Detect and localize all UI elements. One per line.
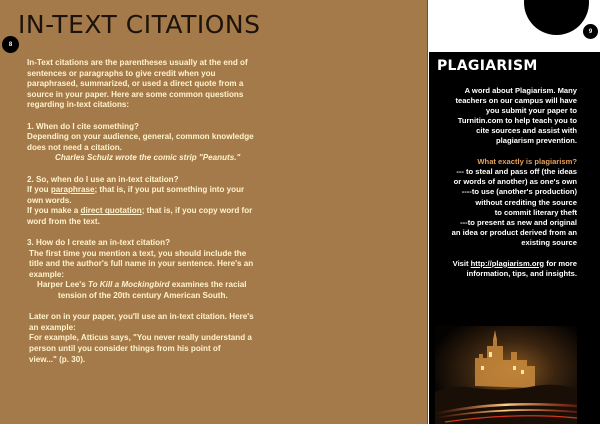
definition-line: ----to use (another's production) xyxy=(461,187,577,197)
text: Visit xyxy=(452,258,471,268)
intro-line: teachers on our campus will have xyxy=(455,96,577,106)
plagiarism-body xyxy=(437,86,577,279)
answer-line xyxy=(27,206,285,217)
visit-line xyxy=(437,259,577,269)
intro-line: cite sources and assist with xyxy=(476,126,577,136)
answer-line: word from the text. xyxy=(27,216,100,226)
answer-line: person until you consider things from his point of xyxy=(29,344,221,354)
answer-line: title and the author's full name in your sentence. Here's an xyxy=(29,259,254,269)
answer-line: view..." (p. 30). xyxy=(29,354,86,364)
definition-line: without crediting the source xyxy=(475,197,577,207)
plagiarism-org-link[interactable]: http://plagiarism.org xyxy=(470,258,545,268)
plagiarism-title: PLAGIARISM xyxy=(437,58,538,74)
definition-line: existing source xyxy=(521,237,577,247)
text: for more xyxy=(544,258,577,268)
intro-line: paraphrased, summarized, or used a direct quote from a xyxy=(27,79,244,89)
answer-line: an example: xyxy=(29,322,76,332)
direct-quotation-link[interactable]: direct quotation xyxy=(80,206,142,216)
definition-line: ---to present as new and original xyxy=(460,217,577,227)
right-page xyxy=(429,0,600,424)
text: ; that is, if you put something into your xyxy=(94,185,245,195)
answer-line xyxy=(27,185,285,196)
answer-line: Later on in your paper, you'll use an in-text citation. Here's xyxy=(29,312,254,322)
intro-line: In-Text citations are the parentheses usually at the end of xyxy=(27,58,248,67)
definition-question: What exactly is plagiarism? xyxy=(477,157,577,167)
text: If you xyxy=(27,185,51,195)
answer-line: example: xyxy=(29,269,65,279)
text: examines the racial xyxy=(169,280,247,290)
text: ; that is, if you copy word for xyxy=(141,206,253,216)
intro-line: A word about Plagiarism. Many xyxy=(464,86,577,95)
intro-line: sentences or paragraphs to give credit when you xyxy=(27,68,216,78)
text: If you make a xyxy=(27,206,81,216)
definition-line: --- to steal and pass off (the ideas xyxy=(456,167,577,177)
text: Harper Lee's xyxy=(37,280,88,290)
example-sentence xyxy=(27,280,285,291)
answer-line: For example, Atticus says, "You never really understand a xyxy=(29,333,252,343)
example-quote: Charles Schulz wrote the comic strip "Peanuts." xyxy=(55,153,241,163)
question-2-heading: 2. So, when do I use an in-text citation? xyxy=(27,174,179,184)
answer-line: The first time you mention a text, you should include the xyxy=(29,248,247,258)
question-1-heading: 1. When do I cite something? xyxy=(27,121,139,131)
page-number-badge: 9 xyxy=(582,23,599,40)
citations-body xyxy=(27,58,285,365)
visit-line: information, tips, and insights. xyxy=(466,268,577,278)
intro-line: source in your paper. Here are some common questions xyxy=(27,89,244,99)
paraphrase-link[interactable]: paraphrase xyxy=(50,185,95,195)
intro-line: Turnitin.com to help teach you to xyxy=(457,116,577,126)
page-title: IN-TEXT CITATIONS xyxy=(18,10,261,39)
page-number-badge: 8 xyxy=(2,36,19,53)
answer-line: own words. xyxy=(27,195,72,205)
book-title: To Kill a Mockingbird xyxy=(87,280,170,290)
definition-line: an idea or product derived from an xyxy=(451,227,577,237)
castle-night-photo xyxy=(435,326,577,424)
intro-line: regarding in-text citations: xyxy=(27,100,130,110)
intro-line: you submit your paper to xyxy=(485,106,577,116)
definition-line: or words of another) as one's own xyxy=(453,177,577,187)
intro-line: plagiarism prevention. xyxy=(495,136,577,146)
definition-line: to commit literary theft xyxy=(494,207,577,217)
example-sentence: tension of the 20th century American South. xyxy=(58,291,228,301)
question-3-heading: 3. How do I create an in-text citation? xyxy=(27,238,171,248)
answer-line: Depending on your audience, general, common knowledge xyxy=(27,132,254,142)
answer-line: does not need a citation. xyxy=(27,142,122,152)
